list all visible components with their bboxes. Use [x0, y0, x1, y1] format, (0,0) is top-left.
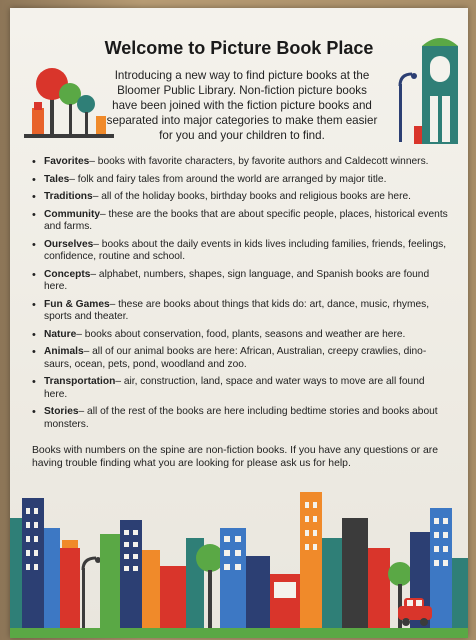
- category-list: [32, 156, 450, 436]
- category-desc: alphabet, numbers, shapes, sign language, and Spanish books are found here.: [44, 268, 430, 292]
- list-item: [32, 174, 450, 187]
- category-name: Fun & Games: [44, 298, 110, 310]
- bullet-icon: •: [32, 406, 36, 418]
- bullet-icon: •: [32, 328, 36, 341]
- category-desc: all of the holiday books, birthday books and religious books are here.: [98, 191, 411, 202]
- category-name: Stories: [44, 406, 79, 417]
- bullet-icon: •: [32, 238, 36, 251]
- separator: –: [90, 268, 97, 280]
- category-name: Ourselves: [44, 238, 94, 250]
- category-name: Nature: [44, 328, 77, 340]
- category-name: Traditions: [44, 191, 93, 202]
- separator: –: [109, 298, 116, 310]
- category-desc: air, construction, land, space and water ways to move are all found here.: [44, 376, 425, 400]
- separator: –: [100, 208, 106, 220]
- separator: –: [115, 376, 121, 387]
- bullet-icon: •: [32, 191, 36, 203]
- list-item: [32, 299, 450, 324]
- bullet-icon: •: [32, 268, 36, 281]
- bullet-icon: •: [32, 208, 36, 221]
- category-desc: books about the daily events in kids lives including families, friends, feelings, confidence, routine and school.: [44, 238, 447, 262]
- intro-paragraph: Introducing a new way to find picture books at the Bloomer Public Library. Non-fiction picture books have been joined with the fiction picture books and separated into major categories to make them easier for you and your children to find.: [106, 69, 378, 142]
- category-name: Favorites: [44, 156, 90, 167]
- list-item: [32, 156, 450, 169]
- category-name: Animals: [44, 346, 84, 357]
- bullet-icon: •: [32, 156, 36, 168]
- category-name: Concepts: [44, 268, 91, 280]
- bullet-icon: •: [32, 376, 36, 388]
- list-item: [32, 269, 450, 294]
- category-desc: all of the rest of the books are here including bedtime stories and books about monsters.: [44, 406, 438, 430]
- category-name: Transportation: [44, 376, 116, 387]
- category-desc: books with favorite characters, by favorite authors and Caldecott winners.: [94, 156, 429, 167]
- trees-illustration: [24, 56, 114, 146]
- separator: –: [78, 406, 85, 417]
- category-name: Tales: [44, 173, 70, 185]
- bullet-icon: •: [32, 298, 36, 311]
- category-desc: these are the books that are about specific people, places, historical events and farms.: [44, 208, 448, 232]
- separator: –: [76, 328, 82, 340]
- list-item: [32, 191, 450, 204]
- separator: –: [69, 173, 75, 185]
- flyer-sheet: [10, 8, 468, 638]
- separator: –: [89, 156, 95, 167]
- category-name: Community: [44, 208, 101, 220]
- category-desc: all of our animal books are here: African, Australian, creepy crawlies, dino-saurs, ocean, pets, pond, woodland and zoo.: [44, 346, 427, 370]
- separator: –: [93, 238, 99, 250]
- footer-note: Books with numbers on the spine are non-fiction books. If you have any questions or are having trouble finding what you are looking for please ask us for help.: [32, 445, 439, 469]
- list-item: [32, 239, 450, 264]
- separator: –: [92, 191, 99, 202]
- list-item: [32, 329, 450, 342]
- list-item: [32, 376, 450, 401]
- category-desc: folk and fairy tales from around the world are arranged by major title.: [74, 173, 387, 185]
- list-item: [32, 346, 450, 371]
- list-item: [32, 406, 450, 431]
- city-skyline-illustration: [10, 478, 468, 638]
- category-desc: these are books about things that kids do: art, dance, music, rhymes, sports and theater.: [44, 298, 430, 322]
- separator: –: [83, 346, 90, 357]
- page-title: Welcome to Picture Book Place: [104, 38, 374, 58]
- bullet-icon: •: [32, 173, 36, 186]
- list-item: [32, 209, 450, 234]
- bullet-icon: •: [32, 346, 36, 358]
- category-desc: books about conservation, food, plants, seasons and weather are here.: [81, 328, 406, 340]
